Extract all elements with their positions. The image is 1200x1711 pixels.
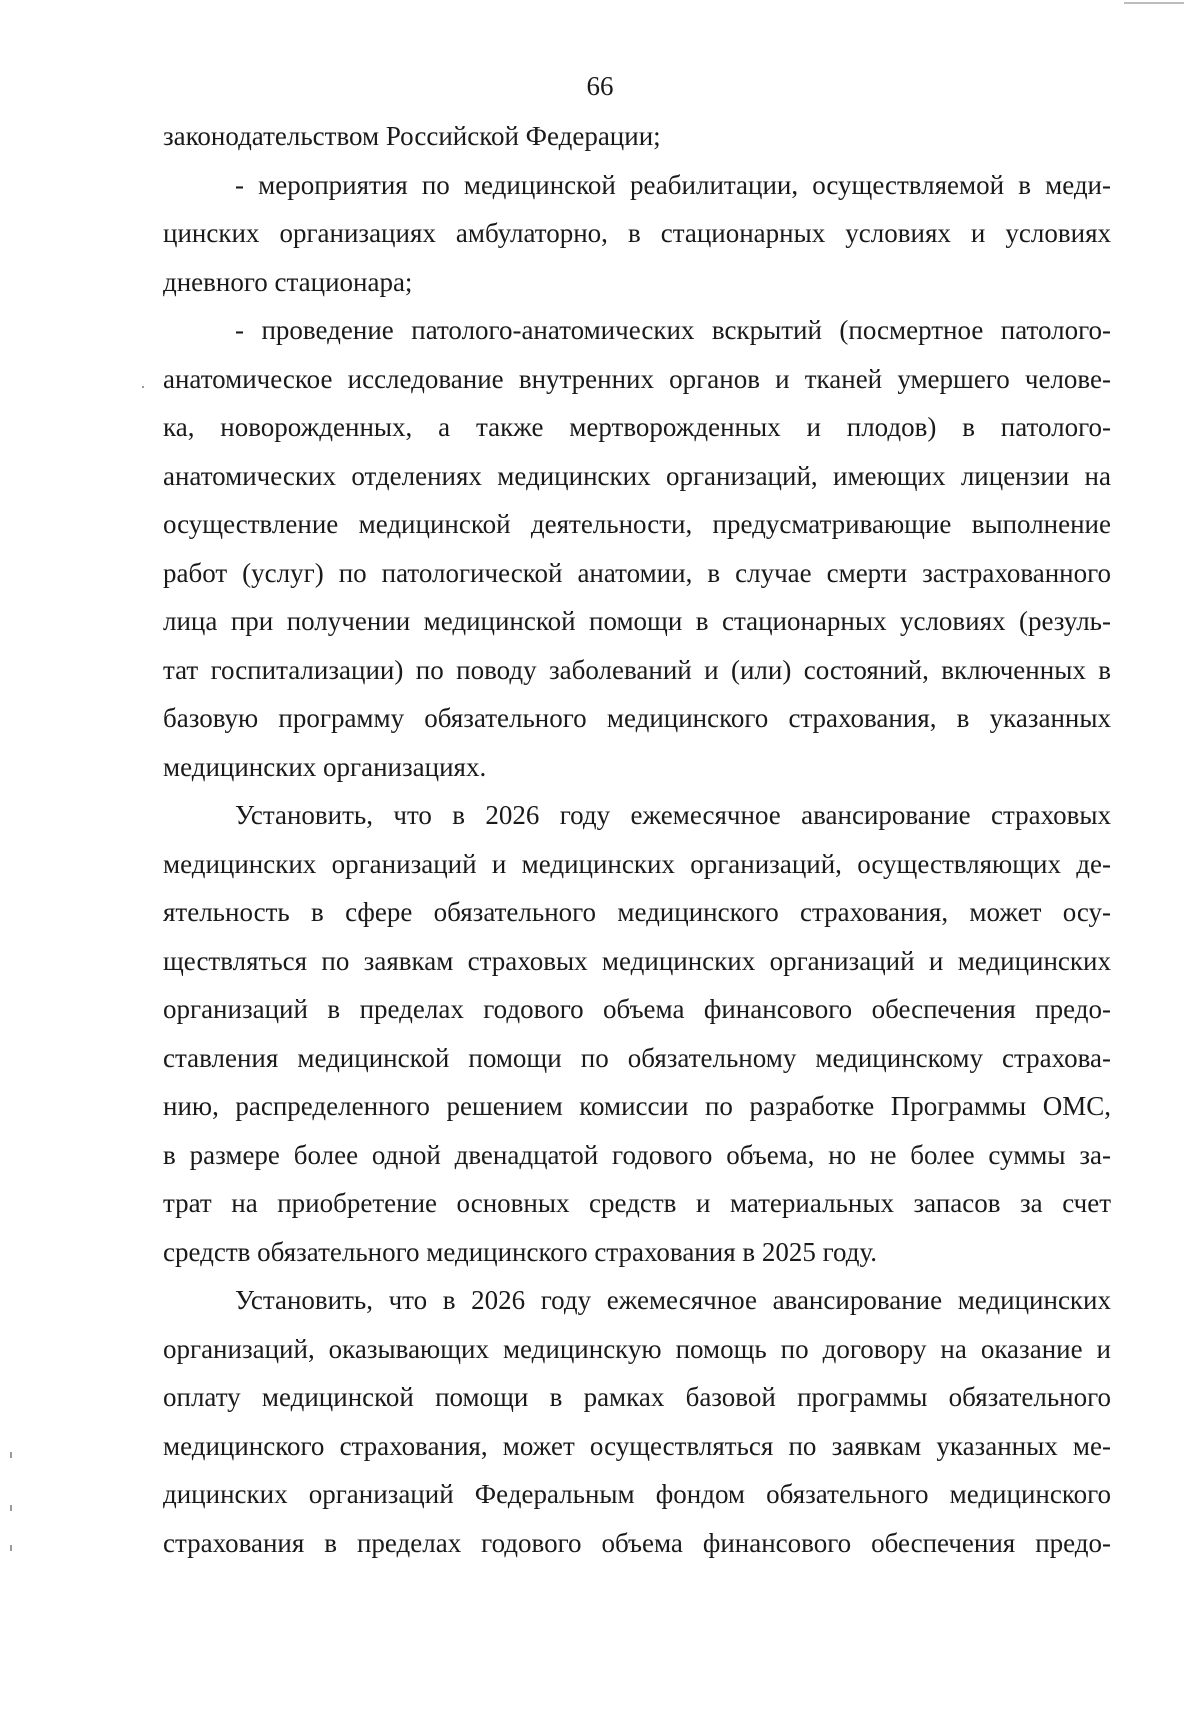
scan-speck: [142, 386, 144, 388]
text-line: ка, новорожденных, а также мертворожденных и плодов) в патолого-: [163, 412, 1111, 442]
scan-corner-mark: [1124, 2, 1184, 4]
text-line: Установить, что в 2026 году ежемесячное авансирование страховых: [235, 800, 1111, 830]
text-line: дневного стационара;: [163, 266, 413, 297]
scan-speck: [10, 1452, 12, 1458]
text-line: в размере более одной двенадцатой годового объема, но не более суммы за-: [163, 1139, 1111, 1170]
text-line: организаций, оказывающих медицинскую помощь по договору на оказание и: [163, 1333, 1111, 1364]
text-line: цинских организациях амбулаторно, в стационарных условиях и условиях: [163, 218, 1111, 248]
text-line: дицинских организаций Федеральным фондом обязательного медицинского: [163, 1479, 1111, 1509]
text-line: медицинского страхования, может осуществляться по заявкам указанных ме-: [163, 1430, 1111, 1461]
text-line: лица при получении медицинской помощи в стационарных условиях (резуль-: [163, 606, 1111, 636]
text-line: ятельность в сфере обязательного медицинского страхования, может осу-: [163, 897, 1111, 927]
text-line: - проведение патолого-анатомических вскрытий (посмертное патолого-: [235, 315, 1111, 345]
text-line: Установить, что в 2026 году ежемесячное авансирование медицинских: [235, 1285, 1111, 1315]
text-line: - мероприятия по медицинской реабилитации, осуществляемой в меди-: [235, 169, 1111, 200]
text-line: базовую программу обязательного медицинского страхования, в указанных: [163, 703, 1111, 733]
page-number: 66: [586, 71, 614, 101]
text-line: страхования в пределах годового объема финансового обеспечения предо-: [163, 1527, 1111, 1558]
text-line: средств обязательного медицинского страхования в 2025 году.: [163, 1236, 878, 1267]
text-line: работ (услуг) по патологической анатомии, в случае смерти застрахованного: [163, 557, 1111, 588]
text-line: анатомических отделениях медицинских организаций, имеющих лицензии на: [163, 460, 1111, 491]
text-line: организаций в пределах годового объема финансового обеспечения предо-: [163, 994, 1111, 1024]
text-line: оплату медицинской помощи в рамках базовой программы обязательного: [163, 1382, 1111, 1412]
text-line: тат госпитализации) по поводу заболеваний и (или) состояний, включенных в: [163, 654, 1111, 685]
text-line: законодательством Российской Федерации;: [163, 121, 661, 151]
text-line: осуществление медицинской деятельности, предусматривающие выполнение: [163, 509, 1111, 539]
text-line: ставления медицинской помощи по обязательному медицинскому страхова-: [163, 1042, 1111, 1073]
document-body: [163, 112, 1111, 1567]
text-line: нию, распределенного решением комиссии по разработке Программы ОМС,: [163, 1091, 1111, 1121]
scan-speck: [10, 1505, 12, 1511]
text-line: ществляться по заявкам страховых медицинских организаций и медицинских: [163, 945, 1111, 976]
text-line: медицинских организаций и медицинских организаций, осуществляющих де-: [163, 848, 1111, 879]
text-line: медицинских организациях.: [163, 751, 487, 782]
scan-speck: [10, 1545, 12, 1551]
text-line: анатомическое исследование внутренних органов и тканей умершего челове-: [163, 363, 1111, 394]
text-line: трат на приобретение основных средств и материальных запасов за счет: [163, 1188, 1111, 1218]
